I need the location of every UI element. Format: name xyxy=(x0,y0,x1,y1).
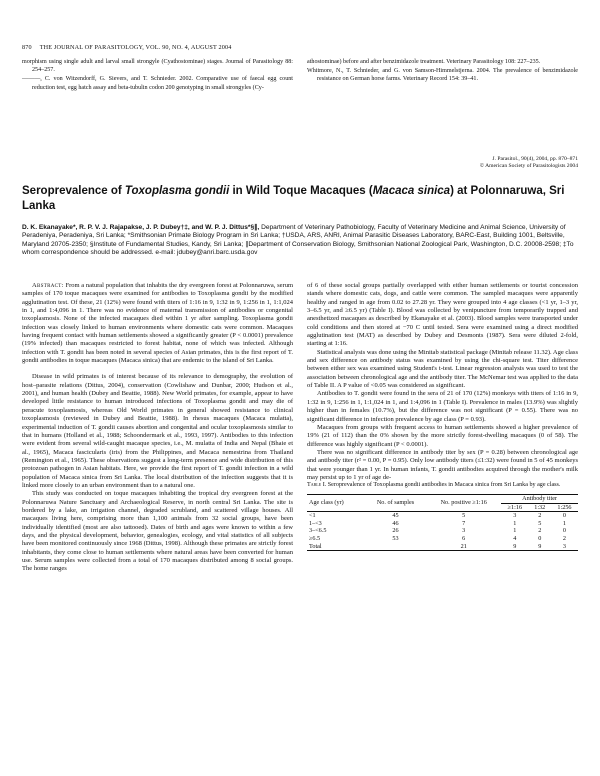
table-header-titer-256: 1:256 xyxy=(557,503,572,511)
body-paragraph: Disease in wild primates is of interest because of its relevance to demography, the evolution of host–parasite relations (Dittus, 2004), conservation (Cowlishaw and Dunbar, 2000; Hudson et al., 2001), and human health (Dubey and Beattie, 1988). New World primates, for example, appear to have developed little resistance to human introduced infections of Toxoplasma gondii and may die of peracute toxoplasmosis, whereas Old World primates in general showed resistance to clinical toxoplasmosis (reviewed in Dubey and Beattie, 1988). In rhesus macaques (Macaca mulatta), experimental induction of T. gondii causes abortion and congenital and ocular toxoplasmosis similar to that in humans (Holland et al., 1988; Schoondermark et al., 1993, 1997). Antibodies to this infection were evident from several wild-caught macaque species, i.e., M. mulatta of India and Nepal (Bhaie et al., 1965), Macaca fascicularis (iris) from the Philippines, and Macaca nemestrina from Thailand (Remington et al., 1965). These observations suggest a long-term presence and wide distribution of this protozoan pathogen in Asian habitats. Here, we provide the first report of T. gondii infection in a wild population of Macaca sinica from Sri Lanka. The local distribution of the infection suggests that it is linked more closely to an urban environment than to a natural one. xyxy=(22,373,293,489)
reference-entry: ———, C. von Witzendorff, G. Sievers, and T. Schnieder. 2002. Comparative use of faecal egg count reduction test, egg hatch assay and beta-tubulin codon 200 genotyping in small strongyles (Cy- xyxy=(22,76,293,91)
table-caption: Table I. Seroprevalence of Toxoplasma gondii antibodies in Macaca sinica from Sri Lanka by age class. xyxy=(307,482,561,489)
table-header-samples: No. of samples xyxy=(376,499,415,507)
reference-column-left xyxy=(22,58,293,93)
running-head xyxy=(22,44,231,51)
article-body xyxy=(22,282,578,574)
table-header-positive: No. positive ≥1:16 xyxy=(440,499,487,507)
table-row: <1 45 5 3 2 0 xyxy=(309,512,567,520)
body-column-left xyxy=(22,282,293,574)
abstract: Abstract: From a natural population that inhabits the dry evergreen forest at Polonnaruwa, serum samples of 170 toque macaques were examined for antibodies to Toxoplasma gondii by the modified agglutination test. Of these, 21 (12%) were found with titers of 1:16 in 9, 1:32 in 9, 1:256 in 1, 1:1,024 in 1, and 1:4,096 in 1. There was no evidence of maternal transmission of antibodies or congenital toxoplasmosis. None of the infected macaques died within 1 yr after sampling. Toxoplasma gondii infection was closely linked to human environments where domestic cats were common. Macaques having frequent contact with human settlements showed a significantly greater (P < 0.0001) prevalence (19% infected) than macaques restricted to forest habitat, none of which was infected. Although infection with T. gondii has been noted in several species of Asian primates, this is the first report of T. gondii antibodies in toque macaques (Macaca sinica) that are endemic to the island of Sri Lanka. xyxy=(22,282,293,365)
table-row: 3–<6.5 26 3 1 2 0 xyxy=(309,527,567,535)
table-row: ≥6.5 53 6 4 0 2 xyxy=(309,535,567,543)
citation-line: J. Parasitol., 90(4), 2004, pp. 870–871 xyxy=(492,156,578,162)
article-citation xyxy=(480,156,578,171)
copyright-line: © American Society of Parasitologists 2004 xyxy=(479,163,578,170)
table-header-age: Age class (yr) xyxy=(309,499,344,507)
author-list: D. K. Ekanayake*, R. P. V. J. Rajapakse, J. P. Dubey†‡, and W. P. J. Dittus*§∥, xyxy=(22,224,260,231)
reference-column-right xyxy=(307,58,578,93)
reference-list xyxy=(22,58,578,93)
affiliation-text: Department of Veterinary Pathobiology, Faculty of Veterinary Medicine and Animal Science, University of Peradeniya, Peradeniya, Sri Lanka; *Smithsonian Primate Biology Program in Sri Lanka; †USDA, ARS, ANRI, Animal Parasitic Diseases Laboratory, BARC-East, Building 1001, Beltsville, Maryland 20705-2350; §Institute of Fundamental Studies, Kandy, Sri Lanka; ∥Department of Conservation Biology, Smithsonian National Zoological Park, Washington, D.C. 20008-2598; ‡To whom correspondence should be addressed. e-mail: jdubey@anri.barc.usda.gov xyxy=(22,224,574,256)
reference-entry: morphism using single adult and larval small strongyle (Cyathostominae) stages. Journal of Parasitology 88: 254–257. xyxy=(22,59,293,74)
body-paragraph: Statistical analysis was done using the Minitab statistical package (Minitab release 11.32). Age class and sex difference on antibody status was examined by using the chi-square test. Titer difference between either sex was examined using Student's t-test. Linear regression analysis was used to test the association between chronological age and the antibody titer. The McNemar test was applied to the data of Table II. A P value of <0.05 was considered as significant. xyxy=(307,348,578,390)
article-title: Seroprevalence of Toxoplasma gondii in Wild Toque Macaques (Macaca sinica) at Polonnaruwa, Sri Lanka xyxy=(22,185,565,212)
body-paragraph: There was no significant difference in antibody titer by sex (P = 0.28) between chronological age and antibody titer (r² = 0.00, P = 0.95). Only low antibody titers (≤1:32) were found in 5 of 45 monkeys that were younger than 1 yr. In human infants, T. gondii antibodies acquired through the mother's milk may persist up to 1 yr of age de- xyxy=(307,448,578,481)
table-row: 1–<3 46 7 1 5 1 xyxy=(309,519,567,527)
body-paragraph: This study was conducted on toque macaques inhabiting the tropical dry evergreen forest at the Polonnaruwa Nature Sanctuary and Archaeological Reserve, in north central Sri Lanka. The site is bordered by a lake, an irrigation channel, degraded scrubland, and scattered village houses. All macaques living here, comprising more than 1,100 animals from 32 social groups, have been individually identified (most are also tattooed). Dates of birth and ages were known to within a few days, and the physical development, behavior, genealogies, ecology, and vital statistics of all subjects have been monitored continuously since 1968 (Dittus, 1998). Although these primates are strictly forest inhabitants, they come close to human settlements where natural areas have been converted for human use. Serum samples were collected from a total of 170 macaques distributed among 8 social groups. The home ranges xyxy=(22,490,293,573)
table-header-titer-16: ≥1:16 xyxy=(507,503,523,511)
table-row-total: Total 21 9 9 3 xyxy=(307,543,578,551)
author-affiliations xyxy=(22,224,578,257)
body-column-right xyxy=(307,282,578,574)
seroprevalence-table xyxy=(307,494,578,551)
table-label: Table I. xyxy=(307,482,327,489)
journal-name: THE JOURNAL OF PARASITOLOGY, VOL. 90, NO. 4, AUGUST 2004 xyxy=(39,44,232,51)
page-number: 870 xyxy=(22,44,32,51)
reference-entry: Whitmore, N., T. Schnieder, and G. von Samson-Himmelstjerna. 2004. The prevalence of benzimidazole resistance on German horse farms. Veterinary Record 154: 39–41. xyxy=(307,68,578,83)
body-paragraph: Macaques from groups with frequent access to human settlements showed a higher prevalence of 19% (21 of 112) than the 0% shown by the more strictly forest-dwelling macaques (0 of 58). The difference was highly significant (P < 0.0001). xyxy=(307,423,578,448)
body-paragraph: of 6 of these social groups partially overlapped with either human settlements or tourist concession stands where domestic cats, dogs, and cattle were common. The sampled macaques were apparently healthy and ranged in age from 0.02 to 27.28 yr. They were grouped into 4 age classes (<1 yr, 1–3 yr, 3–6.5 yr, and ≥6.5 yr) (Table I). Blood was collected by venipuncture from temporarily trapped and anesthetized macaques as described by Ekanayake et al. (2003). Blood samples were transported under cold conditions and then stored at −70 C until tested. Sera were examined using a direct modified agglutination test (MAT) as described by Dubey and Desmonts (1987). Sera were diluted 2-fold, starting at 1:16. xyxy=(307,282,578,348)
table-header-titer: Antibody titer xyxy=(501,495,578,504)
abstract-label: Abstract: xyxy=(32,282,64,289)
table-header-titer-32: 1:32 xyxy=(534,503,546,511)
body-paragraph: Antibodies to T. gondii were found in the sera of 21 of 170 (12%) monkeys with titers of 1:16 in 9, 1:32 in 9, 1:256 in 1, 1:1,024 in 1, and 1:4,096 in 1 (Table I). Prevalence in males (13.9%) was slightly higher than in females (10.7%), but the difference was not significant (P = 0.55). There was no significant difference in infection prevalence by age class (P = 0.93). xyxy=(307,390,578,423)
reference-entry: athostominae) before and after benzimidazole treatment. Veterinary Parasitology 108: 227–235. xyxy=(307,59,541,65)
